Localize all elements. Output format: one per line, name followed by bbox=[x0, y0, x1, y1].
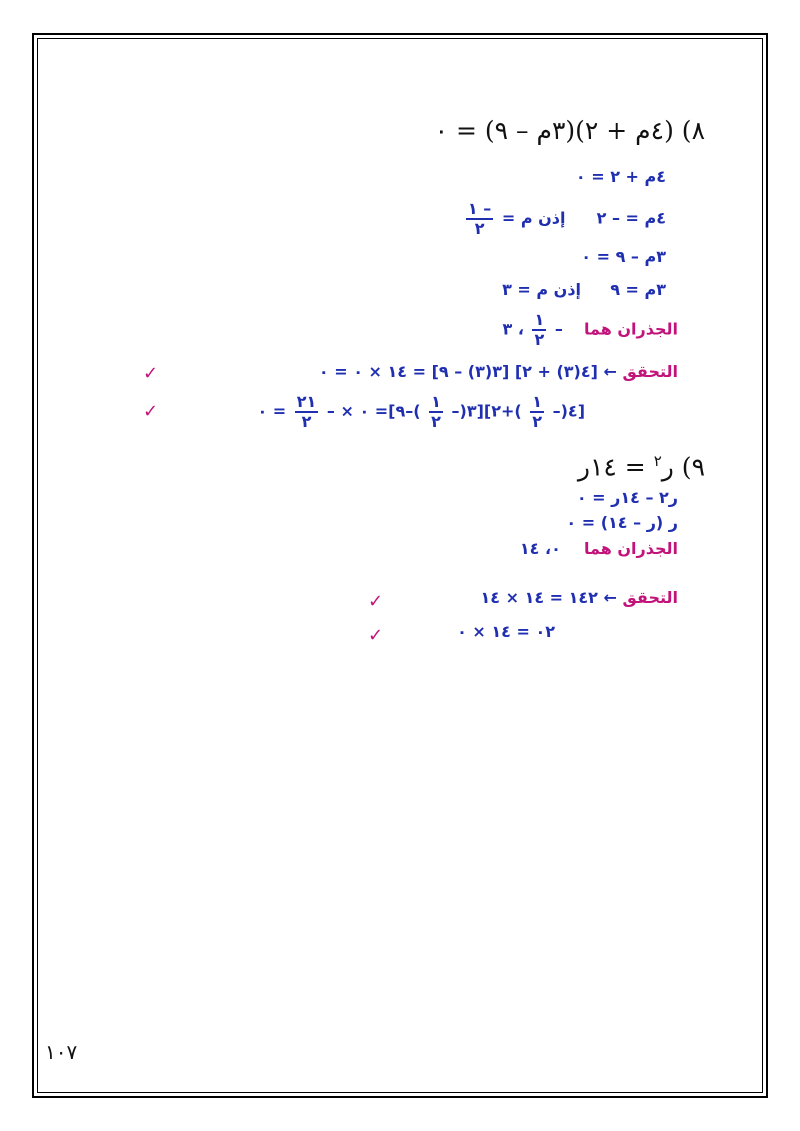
fraction-21-over-2 bbox=[295, 394, 319, 430]
fraction-denominator: ٢ bbox=[431, 412, 441, 431]
check-expression: [٤(٣) + ٢] [٣(٣) – ٩] = ١٤ × ٠ = ٠ bbox=[318, 362, 598, 381]
checkmark-icon: ✓ bbox=[368, 625, 384, 646]
check-expression: ٠٢ = ١٤ × ٠ bbox=[457, 622, 555, 641]
fraction-denominator: ٢ bbox=[474, 219, 485, 238]
problem-9-step-2 bbox=[566, 513, 678, 532]
check-expression: ١٤٢ = ١٤ × ١٤ bbox=[480, 588, 598, 607]
check-expression-part: [٤(– bbox=[552, 401, 585, 421]
fraction-numerator: ١ bbox=[534, 310, 545, 329]
problem-9-roots bbox=[520, 539, 678, 558]
checkmark-icon: ✓ bbox=[368, 591, 384, 612]
problem-8-step-1 bbox=[576, 167, 666, 186]
fraction-minus-half bbox=[466, 201, 493, 237]
check-expression-part: )–٩]= ٠ × – bbox=[326, 401, 421, 421]
step-text: ٤م + ٢ = ٠ bbox=[575, 167, 666, 186]
problem-9-heading bbox=[578, 452, 705, 481]
roots-values: ، ٣ bbox=[502, 319, 524, 339]
step-then-text: إذن م = bbox=[501, 208, 566, 228]
problem-8-equation: ٨) (٤م + ٢)(٣م – ٩) = ٠ bbox=[434, 116, 705, 145]
problem-8-roots bbox=[502, 312, 678, 348]
fraction-half bbox=[530, 394, 544, 430]
page-border-inner bbox=[37, 38, 763, 1093]
roots-values: ٠، ١٤ bbox=[519, 539, 561, 558]
fraction-denominator: ٢ bbox=[534, 330, 545, 349]
fraction-numerator: ٢١ bbox=[296, 392, 317, 411]
problem-8-check-2 bbox=[257, 394, 585, 430]
step-text: ٤م = – ٢ bbox=[596, 208, 666, 228]
problem-9-check-1 bbox=[480, 588, 678, 607]
fraction-half bbox=[429, 394, 443, 430]
page-number: ١٠٧ bbox=[45, 1040, 78, 1064]
check-label: التحقق bbox=[622, 362, 678, 381]
problem-8-step-2 bbox=[463, 201, 666, 237]
check-expression-part: )+٢][٣(– bbox=[451, 401, 522, 421]
problem-8-check-1 bbox=[319, 362, 678, 381]
checkmark-icon: ✓ bbox=[143, 401, 159, 422]
fraction-numerator: – ١ bbox=[467, 199, 492, 218]
step-text: ر (ر – ١٤) = ٠ bbox=[566, 513, 678, 532]
checkmark-icon: ✓ bbox=[143, 363, 159, 384]
roots-sign: – bbox=[554, 319, 563, 339]
fraction-denominator: ٢ bbox=[301, 412, 312, 431]
roots-label: الجذران هما bbox=[583, 539, 678, 558]
check-expression-part: = ٠ bbox=[257, 401, 287, 421]
problem-9-step-1 bbox=[577, 488, 678, 507]
exponent: ٢ bbox=[653, 452, 662, 470]
problem-9-check-2 bbox=[457, 622, 555, 641]
fraction-numerator: ١ bbox=[532, 392, 543, 411]
check-label: التحقق bbox=[622, 588, 678, 607]
fraction-half bbox=[532, 312, 546, 348]
step-then-text: إذن م = ٣ bbox=[502, 280, 582, 299]
step-text: ٣م = ٩ bbox=[610, 280, 666, 299]
problem-9-equation: = ١٤ر bbox=[577, 452, 646, 482]
problem-9-variable: ٩) ر bbox=[661, 452, 705, 482]
fraction-numerator: ١ bbox=[431, 392, 441, 411]
arrow-icon: ← bbox=[603, 362, 617, 381]
problem-8-heading bbox=[435, 116, 705, 145]
problem-8-step-4 bbox=[502, 280, 666, 299]
problem-8-step-3 bbox=[581, 247, 666, 266]
roots-label: الجذران هما bbox=[583, 319, 678, 339]
arrow-icon: ← bbox=[603, 588, 617, 607]
fraction-denominator: ٢ bbox=[532, 412, 543, 431]
step-text: ٣م – ٩ = ٠ bbox=[581, 247, 666, 266]
step-text: ر٢ – ١٤ر = ٠ bbox=[576, 488, 678, 507]
